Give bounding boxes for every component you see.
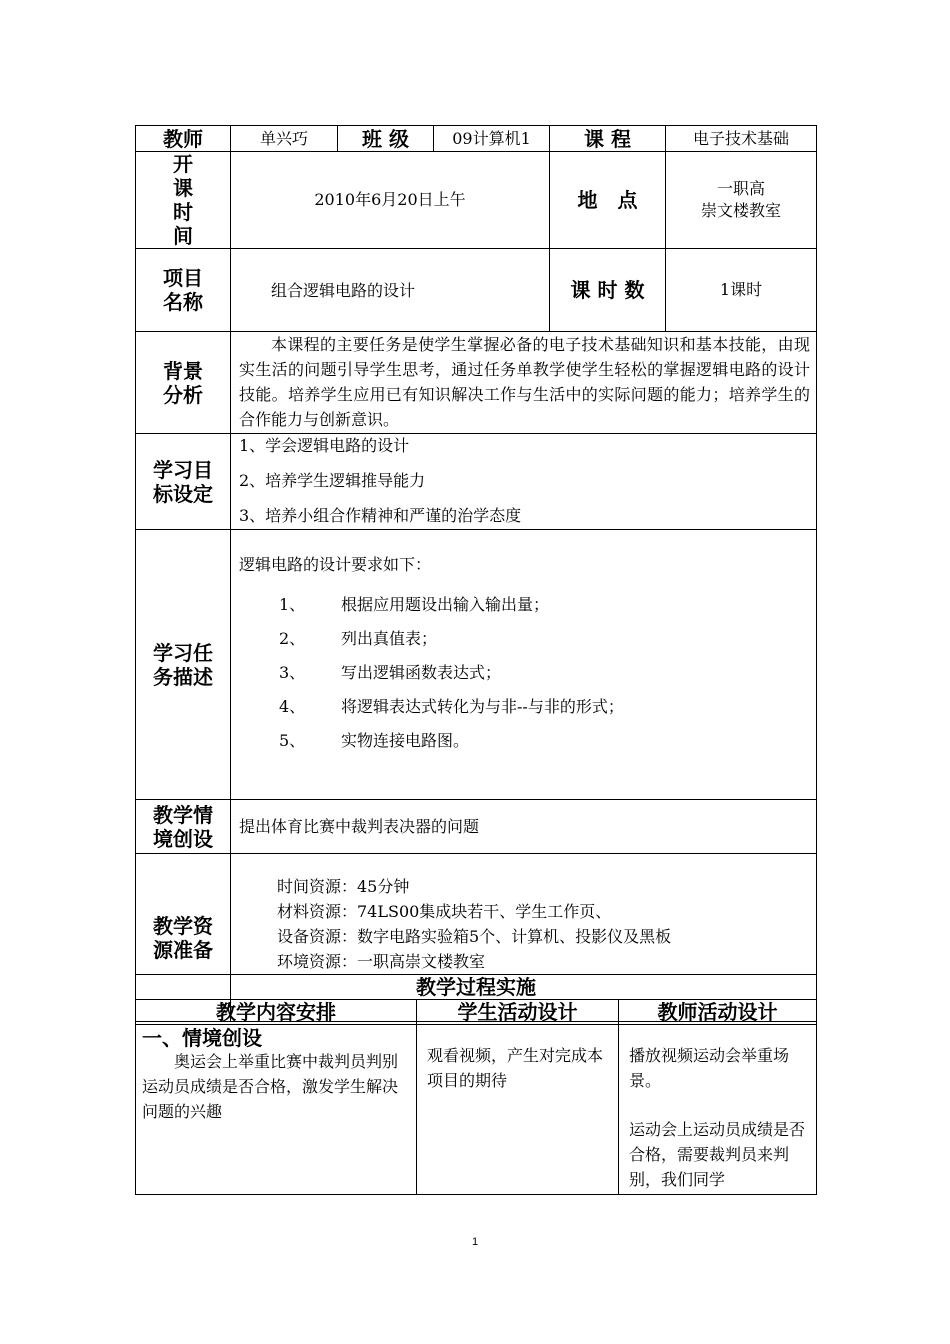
teacher-text-2: 运动会上运动员成绩是否合格，需要裁判员来判别，我们同学: [629, 1120, 806, 1189]
resource-item: 时间资源：45分钟: [277, 877, 410, 896]
hours-value: 1课时: [666, 249, 817, 332]
goals-label: 学习目标设定: [136, 434, 231, 530]
process-title: 教学过程实施: [136, 975, 817, 1000]
task-label: 学习任务描述: [136, 530, 231, 800]
task-intro: 逻辑电路的设计要求如下：: [239, 555, 432, 574]
class-value: 09计算机1: [434, 126, 550, 152]
student-text: 观看视频，产生对完成本项目的期待: [427, 1046, 604, 1090]
col-student-header: 学生活动设计: [417, 1000, 619, 1025]
place-line-1: 一职高: [716, 179, 765, 198]
background-text: 本课程的主要任务是使学生掌握必备的电子技术基础知识和基本技能，由现实生活的问题引导学生思考，通过任务单教学使学生轻松的掌握逻辑电路的设计技能。培养学生应用已有知识解决工作与生活中的实际问题的能力；培养学生的合作能力与创新意识。: [231, 332, 817, 434]
background-label: 背景分析: [136, 332, 231, 434]
task-item-text: 写出逻辑函数表达式；: [341, 663, 502, 682]
task-item-number: 5、: [279, 731, 306, 750]
project-value: 组合逻辑电路的设计: [231, 249, 550, 332]
goal-item: 3、培养小组合作精神和严谨的治学态度: [239, 506, 522, 525]
place-value: [666, 152, 817, 249]
resource-item: 材料资源：74LS00集成块若干、学生工作页、: [277, 902, 612, 921]
task-item-text: 列出真值表；: [341, 629, 438, 648]
page-number: 1: [471, 1236, 479, 1248]
task-item: [239, 724, 816, 758]
task-description: [231, 530, 817, 800]
time-label: 开课时间: [136, 152, 231, 249]
task-item-number: 1、: [279, 595, 306, 614]
time-value: 2010年6月20日上午: [231, 152, 550, 249]
section-title: 一、情境创设: [142, 1026, 262, 1050]
scenario-label: 教学情境创设: [136, 800, 231, 854]
course-value: 电子技术基础: [666, 126, 817, 152]
hours-label: 课 时 数: [550, 249, 666, 332]
goal-item: 1、学会逻辑电路的设计: [239, 436, 410, 455]
task-item: [239, 622, 816, 656]
task-item: [239, 588, 816, 622]
resources-label: 教学资源准备: [136, 854, 231, 1022]
class-label: 班 级: [338, 126, 434, 152]
task-item: [239, 656, 816, 690]
task-item-text: 将逻辑表达式转化为与非--与非的形式；: [341, 697, 624, 716]
task-item-text: 根据应用题设出输入输出量；: [341, 595, 550, 614]
resource-item: 设备资源：数字电路实验箱5个、计算机、投影仪及黑板: [277, 927, 672, 946]
teacher-cell: [619, 1025, 817, 1195]
task-item-number: 4、: [279, 697, 306, 716]
student-cell: [417, 1025, 619, 1195]
project-label: 项目名称: [136, 249, 231, 332]
task-item: [239, 690, 816, 724]
task-item-text: 实物连接电路图。: [341, 731, 470, 750]
scenario-text: 提出体育比赛中裁判表决器的问题: [231, 800, 817, 854]
lesson-info-table: [135, 125, 817, 1022]
teaching-process-table: [135, 974, 817, 1195]
teacher-value: 单兴巧: [231, 126, 338, 152]
place-line-2: 崇文楼教室: [700, 201, 781, 220]
col-content-header: 教学内容安排: [136, 1000, 417, 1025]
content-cell: [136, 1025, 417, 1195]
teacher-label: 教师: [136, 126, 231, 152]
teacher-text-1: 播放视频运动会举重场景。: [629, 1046, 790, 1090]
place-label: 地 点: [550, 152, 666, 249]
course-label: 课 程: [550, 126, 666, 152]
task-item-number: 3、: [279, 663, 306, 682]
task-item-number: 2、: [279, 629, 306, 648]
resource-item: 环境资源：一职高崇文楼教室: [277, 952, 486, 971]
content-text: 奥运会上举重比赛中裁判员判别运动员成绩是否合格，激发学生解决问题的兴趣: [142, 1052, 399, 1121]
goal-item: 2、培养学生逻辑推导能力: [239, 471, 426, 490]
col-teacher-header: 教师活动设计: [619, 1000, 817, 1025]
goals-list: [231, 434, 817, 530]
